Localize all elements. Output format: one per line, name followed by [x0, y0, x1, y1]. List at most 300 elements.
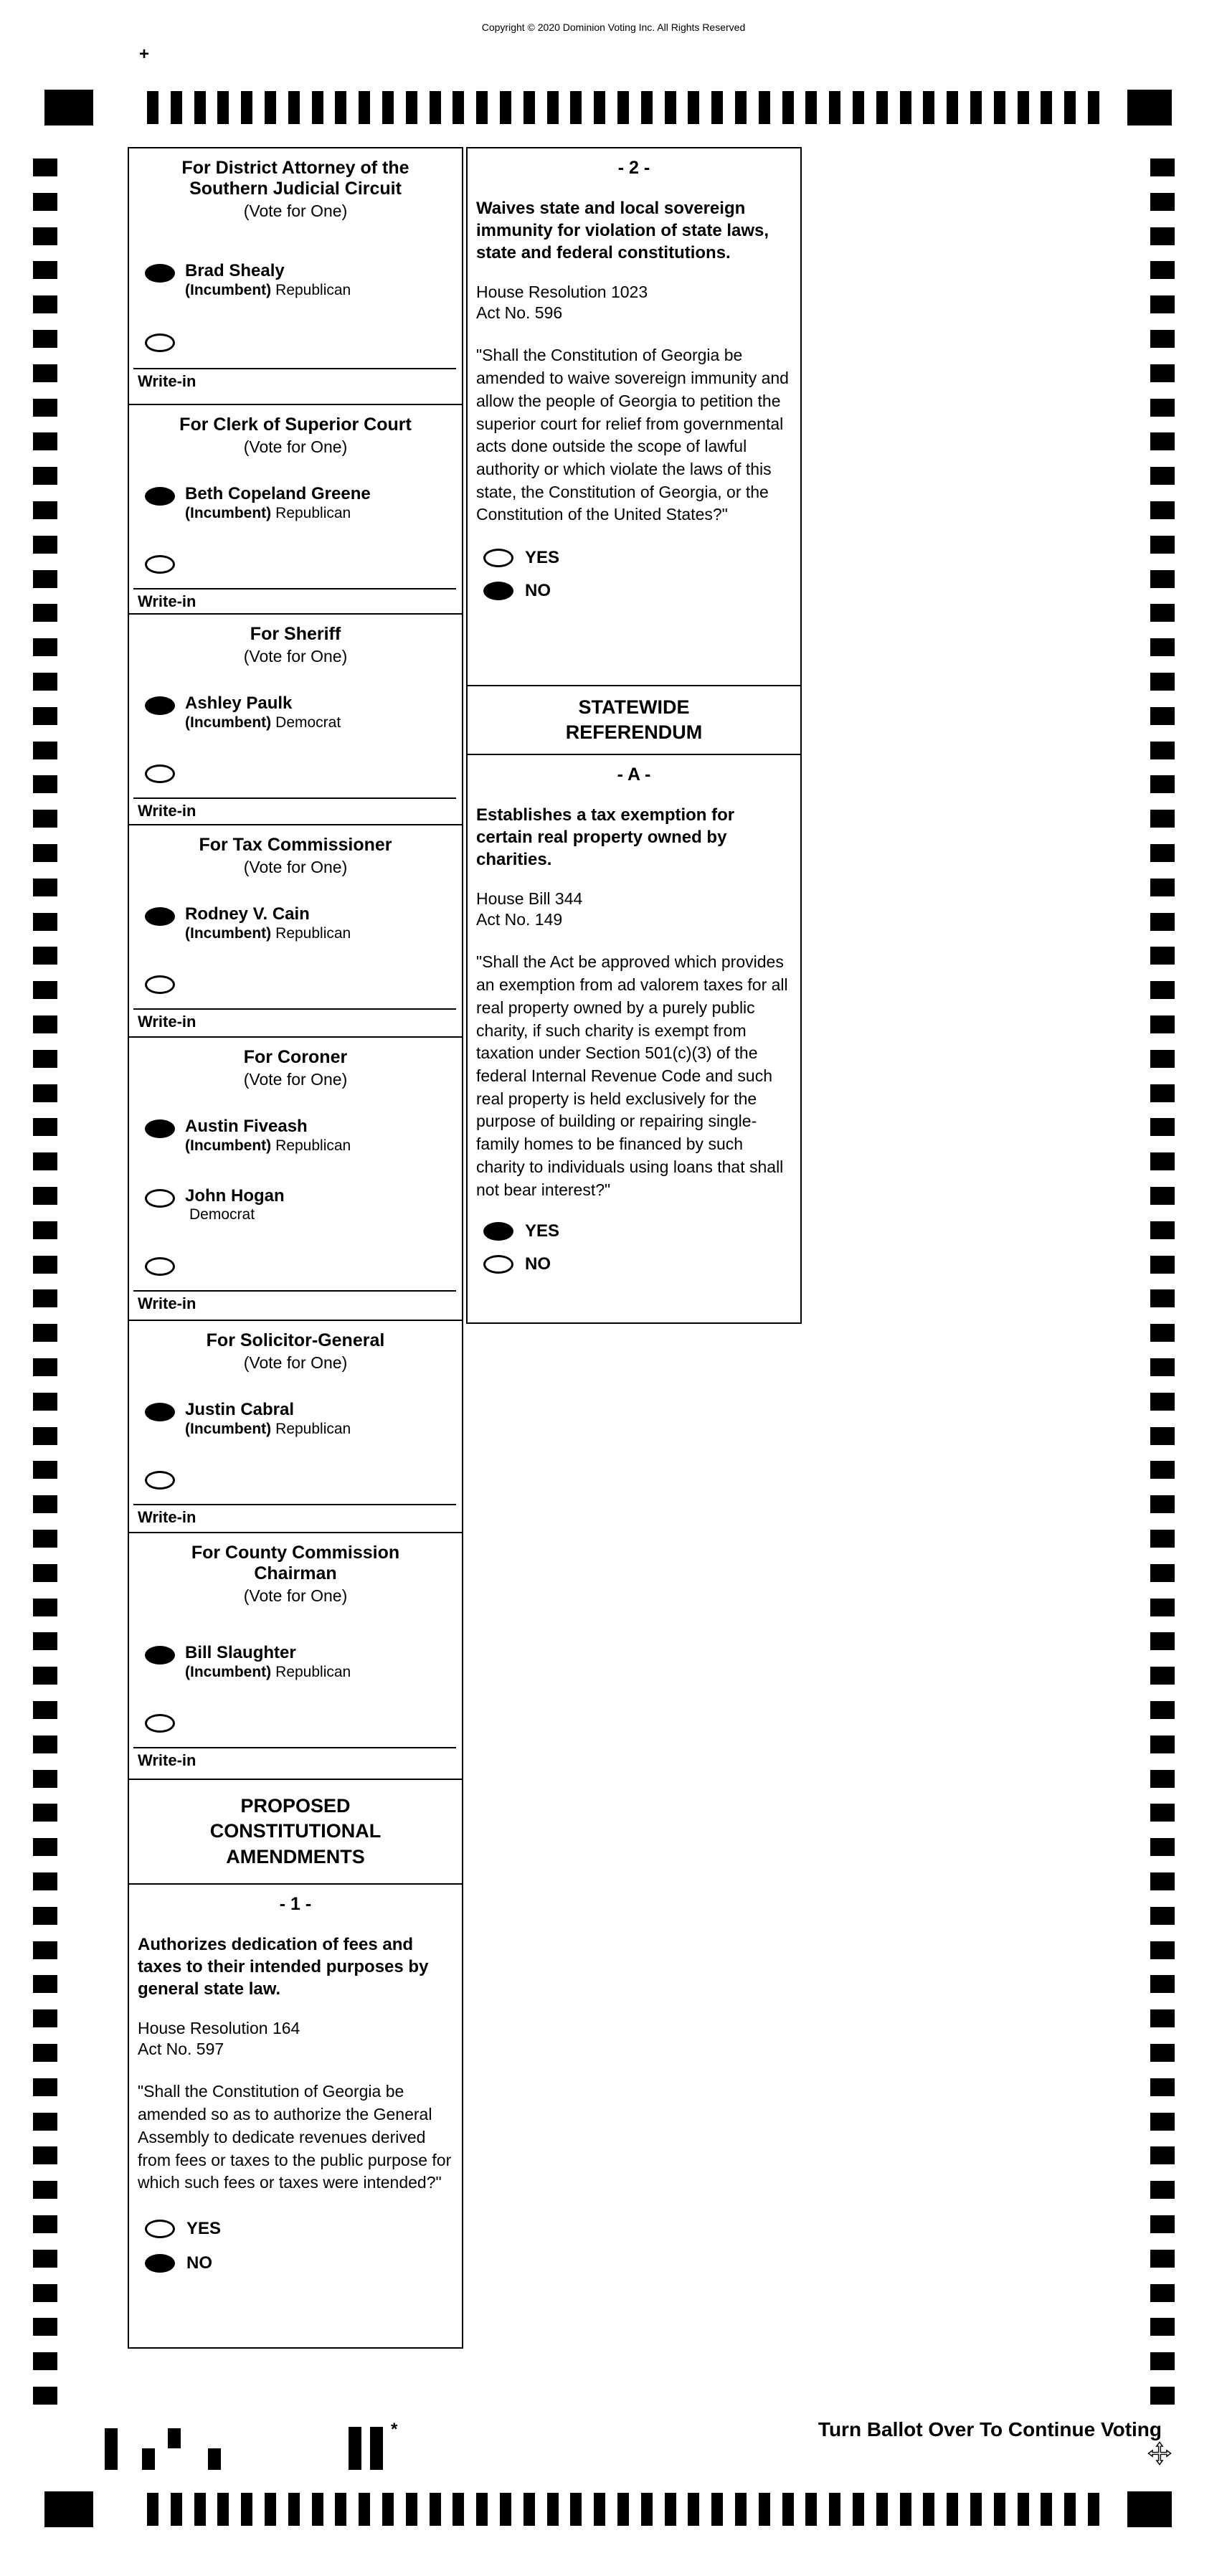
measure-question: "Shall the Constitution of Georgia be amended so as to authorize the General Assembly to dedicate revenues derived from fees or taxes to the public purpose for which such fees or taxes were intended?": [138, 2082, 452, 2192]
timing-mark-left: [33, 2250, 57, 2268]
timing-bar: [171, 91, 182, 124]
timing-mark-right: [1150, 2250, 1175, 2268]
timing-bar: [829, 2493, 840, 2526]
timing-mark-left: [33, 1084, 57, 1102]
contest-title-line: Southern Judicial Circuit: [189, 179, 402, 199]
timing-mark-left: [33, 1975, 57, 1993]
timing-bar: [641, 2493, 653, 2526]
contest-title: [129, 1038, 462, 1068]
timing-bar: [594, 91, 605, 124]
incumbent-tag: (Incumbent): [185, 714, 272, 731]
no-label: NO: [186, 2253, 212, 2273]
measure-reference-line: Act No. 149: [476, 910, 563, 929]
timing-mark-right: [1150, 1872, 1175, 1890]
timing-mark-left: [33, 2181, 57, 2199]
write-in-oval[interactable]: [145, 555, 175, 574]
timing-bar: [241, 91, 252, 124]
timing-bar: [876, 91, 888, 124]
contest-coroner: [128, 1036, 463, 1321]
timing-bar: [500, 91, 511, 124]
timing-mark-left: [33, 2352, 57, 2370]
measure-question: "Shall the Act be approved which provides an exemption from ad valorem taxes for all real property owned by a purely public charity, if such charity is exempt from taxation under Section 501(c)(3) of the federal Internal Revenue Code and such real property is held exclusively for the purpose of building or repairing single-family homes to be financed by such charity to individuals using loans that shall not bear interest?": [476, 952, 788, 1199]
timing-mark-left: [33, 1564, 57, 1582]
timing-mark-left: [33, 1495, 57, 1513]
party-label: Republican: [275, 1137, 351, 1154]
yes-label: YES: [186, 2219, 222, 2239]
timing-mark-left: [33, 1736, 57, 1753]
candidate-name: Bill Slaughter: [185, 1643, 296, 1662]
timing-bar: [335, 91, 346, 124]
party-label: Democrat: [275, 714, 341, 731]
timing-mark-right: [1150, 1907, 1175, 1925]
timing-bar: [312, 91, 323, 124]
timing-bar: [641, 91, 653, 124]
write-in-row: [145, 1254, 462, 1276]
ballot-code-bar: [168, 2428, 181, 2448]
contest-title-line: For County Commission: [191, 1543, 400, 1563]
vote-oval[interactable]: [145, 487, 175, 506]
timing-bar: [382, 91, 394, 124]
party-label: Republican: [275, 504, 351, 521]
vote-oval[interactable]: [145, 907, 175, 926]
timing-bar: [453, 91, 464, 124]
yes-label: YES: [525, 548, 560, 568]
candidate-text: [185, 1643, 351, 1681]
timing-mark-right: [1150, 707, 1175, 725]
timing-mark-left: [33, 330, 57, 348]
yes-oval[interactable]: [483, 549, 513, 567]
timing-mark-right: [1150, 364, 1175, 382]
code-asterisk-mark: *: [391, 2420, 398, 2439]
timing-mark-right: [1150, 1084, 1175, 1102]
vote-for-instruction: (Vote for One): [243, 858, 348, 876]
vote-oval[interactable]: [145, 264, 175, 283]
write-in-line: [133, 1290, 456, 1292]
no-choice-row: [145, 2253, 462, 2273]
candidate-name: Ashley Paulk: [185, 693, 293, 713]
vote-oval[interactable]: [145, 1119, 175, 1138]
write-in-line: [133, 1504, 456, 1505]
timing-mark-left: [33, 1667, 57, 1685]
write-in-label: Write-in: [138, 1294, 196, 1312]
measure-reference-line: House Resolution 1023: [476, 282, 648, 301]
timing-mark-left: [33, 1770, 57, 1788]
contest-title-line: For Clerk of Superior Court: [179, 415, 412, 435]
timing-bar: [735, 91, 747, 124]
section-header-line: AMENDMENTS: [226, 1845, 365, 1867]
vote-for-instruction: (Vote for One): [243, 1586, 348, 1605]
timing-bar: [735, 2493, 747, 2526]
timing-bar: [617, 91, 629, 124]
timing-bar: [970, 91, 982, 124]
timing-bar: [1064, 91, 1076, 124]
measure-reference: [476, 282, 792, 325]
timing-bar: [406, 91, 417, 124]
measure-reference: [476, 889, 792, 932]
timing-bar: [476, 2493, 488, 2526]
timing-bar: [453, 2493, 464, 2526]
timing-mark-left: [33, 1118, 57, 1136]
timing-block: [1127, 90, 1172, 126]
timing-bar: [335, 2493, 346, 2526]
timing-mark-left: [33, 604, 57, 622]
timing-mark-right: [1150, 227, 1175, 245]
timing-bar: [805, 2493, 817, 2526]
candidate-text: [185, 904, 351, 942]
ballot-code-bar: [105, 2428, 118, 2470]
timing-mark-left: [33, 1393, 57, 1411]
timing-mark-right: [1150, 604, 1175, 622]
vote-for-instruction: (Vote for One): [243, 1353, 348, 1372]
candidate-text: [185, 261, 351, 299]
candidate-party: [185, 1663, 351, 1681]
measure-summary: Establishes a tax exemption for certain real property owned by charities.: [476, 805, 735, 870]
timing-bar: [759, 2493, 770, 2526]
timing-bar: [217, 91, 229, 124]
timing-bar: [570, 91, 582, 124]
party-label: Democrat: [189, 1206, 255, 1223]
timing-bar: [829, 91, 840, 124]
candidate-row: [145, 693, 462, 731]
timing-bar: [782, 91, 794, 124]
contest-solicitor-general: [128, 1320, 463, 1533]
timing-bar: [147, 91, 158, 124]
timing-bar: [1064, 2493, 1076, 2526]
write-in-oval[interactable]: [145, 1257, 175, 1276]
ballot-column-left: [128, 147, 463, 2349]
timing-mark-right: [1150, 1770, 1175, 1788]
vote-oval[interactable]: [145, 696, 175, 715]
timing-bar: [688, 91, 699, 124]
measure-number: - 2 -: [617, 158, 650, 178]
candidate-name: John Hogan: [185, 1185, 285, 1206]
timing-mark-right: [1150, 1050, 1175, 1068]
incumbent-tag: (Incumbent): [185, 1137, 272, 1154]
measure-number: - 1 -: [279, 1894, 312, 1914]
write-in-row: [145, 552, 462, 574]
timing-mark-left: [33, 1461, 57, 1479]
yes-choice-row: [483, 1221, 800, 1241]
ballot-code-bar: [349, 2427, 361, 2470]
candidate-text: [185, 1117, 351, 1155]
timing-mark-left: [33, 775, 57, 793]
section-header-line: STATEWIDE: [578, 696, 690, 718]
timing-block: [1127, 2491, 1172, 2527]
vote-oval[interactable]: [145, 1403, 175, 1421]
timing-bar: [876, 2493, 888, 2526]
measure-summary: Waives state and local sovereign immunity for violation of state laws, state and federal constitutions.: [476, 199, 769, 263]
timing-bar: [430, 2493, 441, 2526]
timing-mark-right: [1150, 879, 1175, 896]
candidate-row: [145, 1186, 462, 1224]
timing-bar: [194, 91, 206, 124]
timing-mark-right: [1150, 981, 1175, 999]
timing-mark-left: [33, 1152, 57, 1170]
timing-mark-left: [33, 844, 57, 862]
timing-mark-right: [1150, 2387, 1175, 2405]
timing-mark-left: [33, 913, 57, 931]
vote-for-instruction: (Vote for One): [243, 647, 348, 666]
timing-bar: [147, 2493, 158, 2526]
timing-mark-left: [33, 1838, 57, 1856]
timing-block: [44, 2491, 93, 2527]
measure-amendment-2: [466, 147, 802, 686]
timing-mark-left: [33, 1221, 57, 1239]
timing-bar: [782, 2493, 794, 2526]
timing-mark-right: [1150, 673, 1175, 691]
contest-title-line: For Coroner: [243, 1047, 348, 1067]
timing-mark-right: [1150, 330, 1175, 348]
timing-bar: [430, 91, 441, 124]
vote-for-instruction: (Vote for One): [243, 437, 348, 456]
timing-mark-left: [33, 1907, 57, 1925]
timing-mark-right: [1150, 295, 1175, 313]
write-in-oval[interactable]: [145, 333, 175, 352]
write-in-row: [145, 331, 462, 352]
party-label: Republican: [275, 924, 351, 942]
vote-for-instruction: (Vote for One): [243, 202, 348, 220]
candidate-row: [145, 1643, 462, 1681]
registration-plus-mark: +: [139, 44, 150, 64]
timing-mark-left: [33, 2215, 57, 2233]
candidate-row: [145, 904, 462, 942]
timing-bar: [570, 2493, 582, 2526]
timing-mark-left: [33, 295, 57, 313]
timing-bar: [759, 91, 770, 124]
write-in-oval[interactable]: [145, 1471, 175, 1490]
timing-mark-left: [33, 742, 57, 759]
candidate-row: [145, 484, 462, 522]
vote-oval[interactable]: [145, 1646, 175, 1665]
timing-bar: [217, 2493, 229, 2526]
timing-mark-right: [1150, 1324, 1175, 1342]
write-in-line: [133, 588, 456, 589]
timing-bar: [406, 2493, 417, 2526]
timing-bar: [994, 2493, 1005, 2526]
incumbent-tag: (Incumbent): [185, 1420, 272, 1437]
timing-mark-right: [1150, 1427, 1175, 1445]
four-arrows-icon: [1147, 2441, 1172, 2466]
timing-bar: [1088, 2493, 1099, 2526]
no-choice-row: [483, 581, 800, 601]
write-in-oval[interactable]: [145, 975, 175, 994]
write-in-row: [145, 1468, 462, 1490]
timing-bar: [194, 2493, 206, 2526]
party-label: Republican: [275, 1663, 351, 1680]
timing-mark-left: [33, 1187, 57, 1205]
timing-mark-left: [33, 2009, 57, 2027]
timing-mark-right: [1150, 2318, 1175, 2336]
yes-oval[interactable]: [145, 2220, 175, 2238]
incumbent-tag: (Incumbent): [185, 504, 272, 521]
timing-mark-left: [33, 1599, 57, 1616]
timing-mark-left: [33, 1427, 57, 1445]
write-in-line: [133, 368, 456, 369]
timing-mark-left: [33, 2078, 57, 2096]
timing-mark-right: [1150, 1187, 1175, 1205]
measure-number: - A -: [617, 764, 651, 785]
timing-mark-right: [1150, 810, 1175, 828]
timing-mark-right: [1150, 1393, 1175, 1411]
timing-mark-left: [33, 1804, 57, 1822]
timing-mark-left: [33, 501, 57, 519]
timing-mark-left: [33, 638, 57, 656]
timing-bar: [359, 2493, 370, 2526]
timing-mark-left: [33, 1632, 57, 1650]
timing-mark-right: [1150, 1358, 1175, 1376]
no-label: NO: [525, 581, 551, 601]
timing-bar: [288, 91, 300, 124]
contest-title-line: For Tax Commissioner: [199, 835, 392, 855]
candidate-party: [185, 504, 371, 522]
timing-mark-right: [1150, 1667, 1175, 1685]
contest-tax-commissioner: [128, 824, 463, 1038]
timing-mark-left: [33, 947, 57, 965]
candidate-text: [185, 1400, 351, 1438]
timing-mark-left: [33, 1358, 57, 1376]
timing-bar: [524, 91, 535, 124]
timing-mark-right: [1150, 1152, 1175, 1170]
timing-mark-right: [1150, 467, 1175, 485]
timing-mark-right: [1150, 2181, 1175, 2199]
timing-mark-left: [33, 1256, 57, 1274]
timing-bar: [1041, 2493, 1052, 2526]
write-in-row: [145, 1711, 462, 1733]
timing-bar: [711, 91, 723, 124]
contest-title: [129, 148, 462, 199]
timing-mark-right: [1150, 1289, 1175, 1307]
timing-mark-right: [1150, 947, 1175, 965]
section-header-line: PROPOSED: [240, 1795, 351, 1817]
timing-mark-right: [1150, 501, 1175, 519]
yes-choice-row: [145, 2219, 462, 2239]
timing-bar: [617, 2493, 629, 2526]
timing-mark-right: [1150, 1256, 1175, 1274]
timing-mark-right: [1150, 261, 1175, 279]
write-in-label: Write-in: [138, 592, 196, 610]
candidate-name: Justin Cabral: [185, 1400, 295, 1419]
measure-question: "Shall the Constitution of Georgia be amended to waive sovereign immunity and allow the people of Georgia to petition the superior court for relief from governmental acts done outside the scope of lawful authority or which violate the laws of this state, the Constitution of Georgia, or the Constitution of the United States?": [476, 346, 789, 524]
timing-bar: [900, 91, 911, 124]
candidate-row: [145, 1400, 462, 1438]
timing-mark-right: [1150, 1015, 1175, 1033]
incumbent-tag: (Incumbent): [185, 1663, 272, 1680]
candidate-text: [185, 1186, 285, 1224]
timing-mark-right: [1150, 1495, 1175, 1513]
measure-referendum-a: [466, 754, 802, 1324]
no-choice-row: [483, 1254, 800, 1274]
timing-bar: [171, 2493, 182, 2526]
no-oval[interactable]: [145, 2254, 175, 2273]
timing-mark-right: [1150, 1118, 1175, 1136]
timing-bar: [853, 2493, 864, 2526]
timing-mark-left: [33, 981, 57, 999]
timing-mark-left: [33, 261, 57, 279]
no-label: NO: [525, 1254, 551, 1274]
party-label: Republican: [275, 281, 351, 298]
timing-bar: [382, 2493, 394, 2526]
timing-bar: [265, 91, 276, 124]
timing-bar: [711, 2493, 723, 2526]
candidate-name: Beth Copeland Greene: [185, 484, 371, 503]
timing-mark-left: [33, 536, 57, 554]
contest-sheriff: [128, 613, 463, 825]
candidate-party: [185, 1137, 351, 1155]
timing-mark-right: [1150, 193, 1175, 211]
timing-mark-left: [33, 673, 57, 691]
no-oval[interactable]: [483, 1255, 513, 1274]
candidate-text: [185, 484, 371, 522]
yes-label: YES: [525, 1221, 560, 1241]
vote-oval[interactable]: [145, 1189, 175, 1208]
timing-bar: [524, 2493, 535, 2526]
contest-title-line: For Sheriff: [250, 624, 341, 644]
timing-mark-right: [1150, 432, 1175, 450]
write-in-oval[interactable]: [145, 764, 175, 783]
timing-mark-left: [33, 810, 57, 828]
measure-reference-line: House Resolution 164: [138, 2018, 300, 2037]
timing-mark-right: [1150, 1975, 1175, 1993]
ballot-code-bar: [370, 2427, 383, 2470]
vote-for-instruction: (Vote for One): [243, 1070, 348, 1089]
copyright-text: Copyright © 2020 Dominion Voting Inc. All Rights Reserved: [481, 22, 746, 33]
write-in-row: [145, 972, 462, 994]
contest-title: [129, 1533, 462, 1584]
measure-reference: [138, 2018, 453, 2061]
timing-bar: [359, 91, 370, 124]
timing-mark-right: [1150, 913, 1175, 931]
timing-mark-right: [1150, 1564, 1175, 1582]
timing-mark-left: [33, 2146, 57, 2164]
timing-mark-left: [33, 158, 57, 176]
timing-mark-left: [33, 570, 57, 588]
timing-bar: [265, 2493, 276, 2526]
timing-bar: [594, 2493, 605, 2526]
timing-bar: [805, 91, 817, 124]
no-oval[interactable]: [483, 582, 513, 600]
timing-mark-right: [1150, 2146, 1175, 2164]
write-in-line: [133, 797, 456, 799]
contest-county-commission-chairman: [128, 1532, 463, 1780]
timing-mark-right: [1150, 2113, 1175, 2131]
timing-bar: [947, 2493, 958, 2526]
write-in-label: Write-in: [138, 1507, 196, 1526]
timing-bar: [688, 2493, 699, 2526]
contest-title-line: For District Attorney of the: [181, 158, 409, 178]
candidate-party: [185, 1420, 351, 1438]
write-in-row: [145, 762, 462, 783]
write-in-oval[interactable]: [145, 1714, 175, 1733]
candidate-party: [185, 281, 351, 299]
measure-summary: Authorizes dedication of fees and taxes to their intended purposes by general state law.: [138, 1935, 429, 1999]
contest-title: [129, 615, 462, 645]
yes-oval[interactable]: [483, 1222, 513, 1241]
timing-mark-left: [33, 2284, 57, 2302]
timing-mark-right: [1150, 2215, 1175, 2233]
section-header-amendments: [128, 1779, 463, 1885]
timing-mark-right: [1150, 1221, 1175, 1239]
timing-mark-left: [33, 879, 57, 896]
timing-mark-right: [1150, 742, 1175, 759]
write-in-line: [133, 1747, 456, 1748]
timing-mark-right: [1150, 158, 1175, 176]
timing-mark-right: [1150, 399, 1175, 417]
candidate-row: [145, 261, 462, 299]
timing-bar: [923, 2493, 934, 2526]
timing-mark-right: [1150, 1632, 1175, 1650]
timing-bar: [1041, 91, 1052, 124]
timing-mark-right: [1150, 844, 1175, 862]
